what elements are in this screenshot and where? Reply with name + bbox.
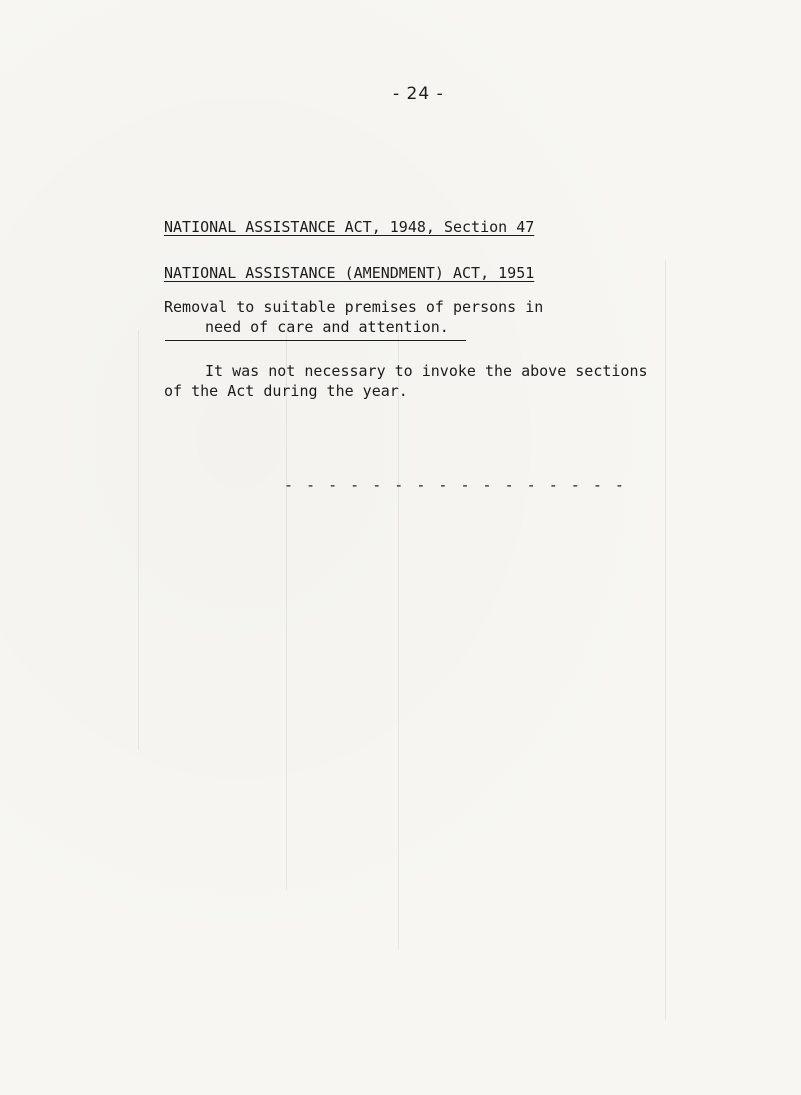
subheading-line-2: need of care and attention. (205, 318, 449, 336)
bleed-through-rule (286, 330, 287, 890)
body-text-line-1: It was not necessary to invoke the above sections (205, 362, 648, 380)
page-number: - 24 - (393, 84, 444, 104)
bleed-through-rule (138, 330, 139, 750)
section-separator: - - - - - - - - - - - - - - - - (284, 476, 626, 494)
subheading-underline (165, 340, 466, 341)
heading-national-assistance-act-1948: NATIONAL ASSISTANCE ACT, 1948, Section 47 (164, 218, 535, 236)
subheading-line-1: Removal to suitable premises of persons in (164, 298, 544, 316)
bleed-through-rule (665, 260, 666, 1020)
bleed-through-rule (398, 330, 399, 950)
body-text-line-2: of the Act during the year. (164, 382, 408, 400)
heading-national-assistance-amendment-act-1951: NATIONAL ASSISTANCE (AMENDMENT) ACT, 1951 (164, 264, 535, 282)
